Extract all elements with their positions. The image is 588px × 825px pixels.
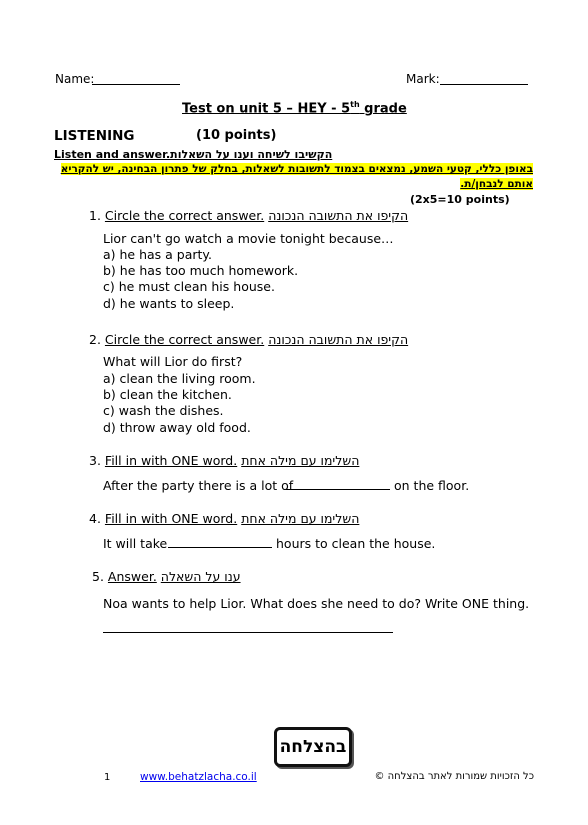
behatzlacha-logo: בהצלחה — [274, 727, 352, 767]
q2-option-c[interactable]: c) wash the dishes. — [103, 403, 224, 418]
copyright-text: כל הזכויות שמורות לאתר בהצלחה © — [374, 771, 534, 782]
page-title: Test on unit 5 – HEY - 5th grade — [182, 100, 407, 117]
name-label: Name: — [55, 72, 95, 86]
note-line-1: באופן כללי, קטעי השמע, נמצאים בצמוד לתשובות לשאלות, בחלק של פתרון הבחינה, יש להקריא — [60, 163, 533, 175]
question-4-text-after: hours to clean the house. — [276, 536, 436, 551]
question-3-text-before: After the party there is a lot of — [103, 478, 294, 493]
q1-option-c[interactable]: c) he must clean his house. — [103, 279, 275, 294]
question-4-instruction: 4. Fill in with ONE word. השלימו עם מילה אחת — [89, 511, 360, 526]
question-3-text-after: on the floor. — [394, 478, 470, 493]
page-number: 1 — [104, 772, 111, 783]
q2-option-b[interactable]: b) clean the kitchen. — [103, 387, 232, 402]
name-field[interactable] — [92, 84, 180, 85]
mark-field[interactable] — [440, 84, 528, 85]
question-2-stem: What will Lior do first? — [103, 354, 243, 369]
question-3-instruction: 3. Fill in with ONE word. השלימו עם מילה אחת — [89, 453, 360, 468]
note-line-2: אותם לנבחן/ת. — [460, 178, 533, 190]
website-link[interactable]: www.behatzlacha.co.il — [140, 771, 257, 783]
q2-option-d[interactable]: d) throw away old food. — [103, 420, 251, 435]
q1-option-d[interactable]: d) he wants to sleep. — [103, 296, 235, 311]
question-4-text-before: It will take — [103, 536, 168, 551]
mark-label: Mark: — [406, 72, 440, 86]
question-5-answer-line[interactable] — [103, 632, 393, 633]
scoring-note: (2x5=10 points) — [410, 193, 510, 206]
q1-option-b[interactable]: b) he has too much homework. — [103, 263, 299, 278]
question-3-blank[interactable] — [286, 489, 390, 490]
question-4-blank[interactable] — [168, 547, 272, 548]
instruction-he: הקשיבו לשיחה וענו על השאלות. — [166, 148, 333, 161]
section-heading: LISTENING — [54, 128, 135, 144]
question-5-stem: Noa wants to help Lior. What does she need to do? Write ONE thing. — [103, 596, 530, 611]
question-2-instruction: 2. Circle the correct answer. הקיפו את התשובה הנכונה — [89, 332, 409, 347]
question-1-instruction: 1. Circle the correct answer. הקיפו את התשובה הנכונה — [89, 208, 409, 223]
section-points: (10 points) — [196, 128, 277, 143]
question-1-stem: Lior can't go watch a movie tonight because… — [103, 231, 394, 246]
instruction-en: Listen and answer. — [54, 148, 171, 161]
q2-option-a[interactable]: a) clean the living room. — [103, 371, 256, 386]
q1-option-a[interactable]: a) he has a party. — [103, 247, 213, 262]
question-5-instruction: 5. Answer. ענו על השאלה — [92, 569, 241, 584]
